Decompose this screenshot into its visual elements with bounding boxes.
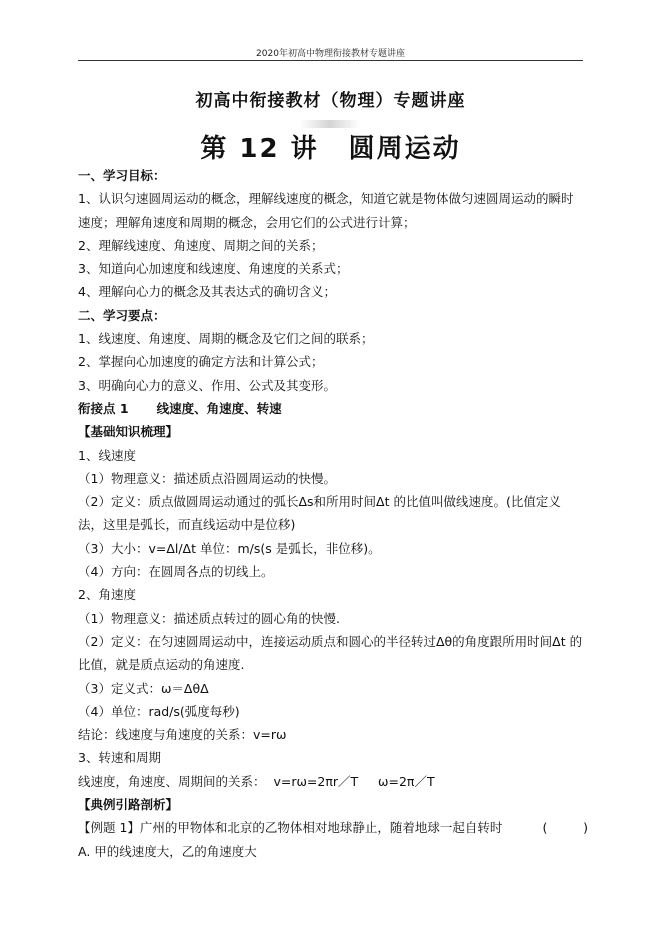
lv-meaning: （1）物理意义：描述质点沿圆周运动的快慢。 <box>78 470 336 486</box>
page-header: 2020年初高中物理衔接教材专题讲座 <box>256 49 405 59</box>
relation-formula: 线速度，角速度、周期间的关系： v=rω=2πr／T ω=2π／T <box>78 773 435 789</box>
objective-4: 4、理解向心力的概念及其表达式的确切含义； <box>78 284 336 300</box>
objective-2: 2、理解线速度、角速度、周期之间的关系； <box>78 237 324 253</box>
subsection-angular-velocity: 2、角速度 <box>78 587 136 603</box>
av-meaning: （1）物理意义：描述质点转过的圆心角的快慢. <box>78 610 340 626</box>
key-point-1: 1、线速度、角速度、周期的概念及它们之间的联系； <box>78 331 374 347</box>
objective-3: 3、知道向心加速度和线速度、角速度的关系式； <box>78 261 349 277</box>
document-body <box>78 164 588 863</box>
lecture-title <box>0 128 661 165</box>
lv-definition: （2）定义：质点做圆周运动通过的弧长Δs和所用时间Δt 的比值叫做线速度。(比值定义法，这里是弧长，而直线运动中是位移) <box>78 494 561 533</box>
example-1-text: 【例题 1】广州的甲物体和北京的乙物体相对地球静止，随着地球一起自转时 <box>78 820 503 836</box>
watermark-smudge <box>300 120 360 128</box>
lv-direction: （4）方向：在圆周各点的切线上。 <box>78 564 274 580</box>
objective-1: 1、认识匀速圆周运动的概念，理解线速度的概念，知道它就是物体做匀速圆周运动的瞬时速度；理解角速度和周期的概念，会用它们的公式进行计算； <box>78 191 574 230</box>
lv-magnitude: （3）大小：v=Δl/Δt 单位：m/s(s 是弧长，非位移)。 <box>78 540 381 556</box>
connection-point-label: 衔接点 1 <box>78 400 129 416</box>
key-point-3: 3、明确向心力的意义、作用、公式及其变形。 <box>78 377 336 393</box>
answer-blank: ( ) <box>542 820 588 836</box>
connection-point-heading <box>78 397 583 420</box>
subsection-linear-velocity: 1、线速度 <box>78 447 136 463</box>
key-point-2: 2、掌握向心加速度的确定方法和计算公式； <box>78 354 324 370</box>
example-1-option-a: A. 甲的线速度大，乙的角速度大 <box>78 843 257 859</box>
av-unit: （4）单位：rad/s(弧度每秒) <box>78 703 240 719</box>
subsection-speed-period: 3、转速和周期 <box>78 750 161 766</box>
example-heading: 【典例引路剖析】 <box>78 797 179 813</box>
example-1-question <box>78 816 588 839</box>
av-definition: （2）定义：在匀速圆周运动中，连接运动质点和圆心的半径转过Δθ的角度跟所用时间Δt 的比值，就是质点运动的角速度. <box>78 633 583 673</box>
av-formula: （3）定义式：ω＝ΔθΔ <box>78 680 209 696</box>
basics-heading: 【基础知识梳理】 <box>78 424 179 440</box>
lecture-topic: 圆周运动 <box>348 134 461 164</box>
connection-point-topic: 线速度、角速度、转速 <box>156 400 282 416</box>
header-divider <box>78 60 583 61</box>
section-heading-key-points: 二、学习要点： <box>78 307 166 323</box>
lecture-number: 第 12 讲 <box>200 134 319 164</box>
document-title: 初高中衔接教材（物理）专题讲座 <box>195 91 466 111</box>
conclusion: 结论：线速度与角速度的关系：v=rω <box>78 727 287 743</box>
section-heading-objectives: 一、学习目标： <box>78 168 166 183</box>
